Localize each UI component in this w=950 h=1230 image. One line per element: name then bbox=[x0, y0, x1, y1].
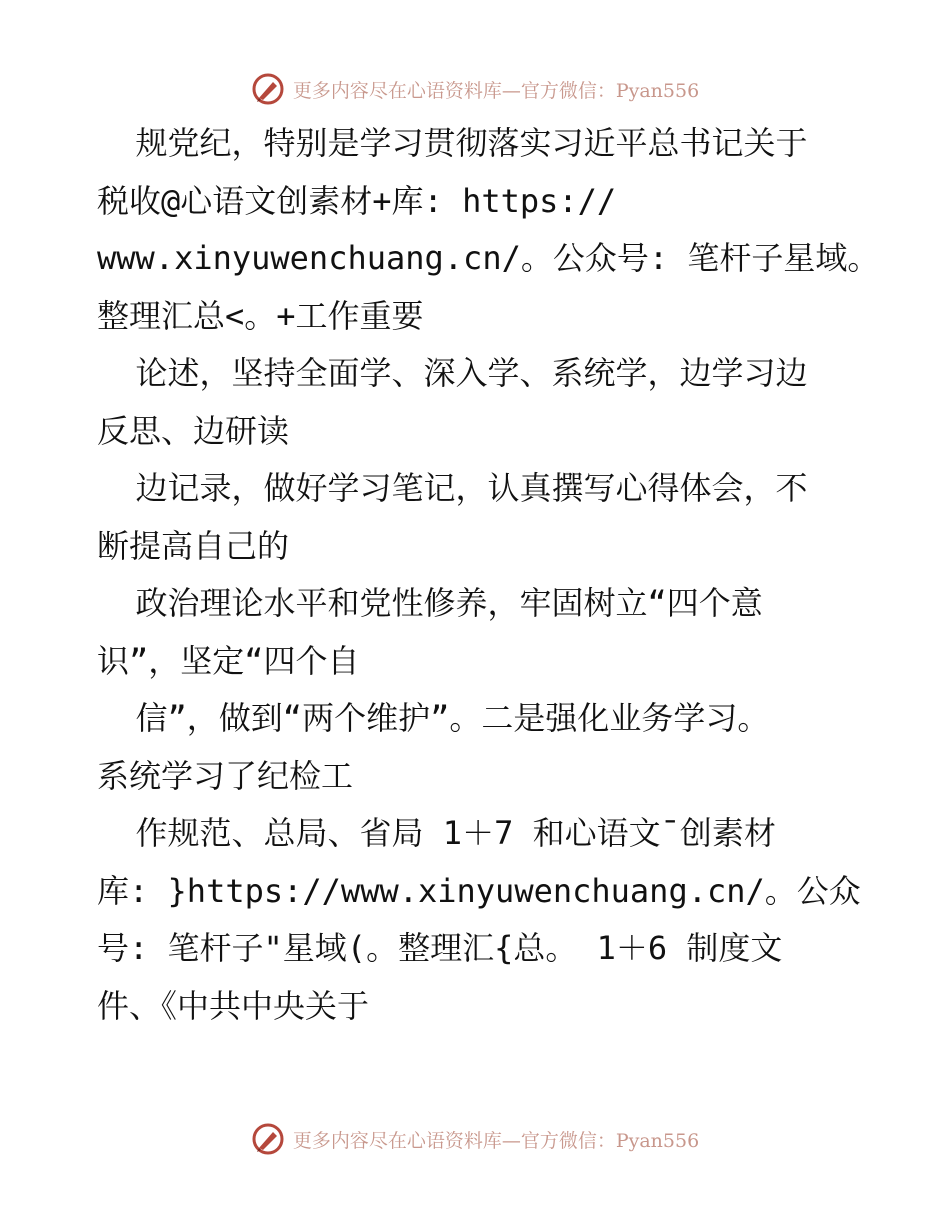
page-footer-watermark bbox=[0, 1122, 950, 1156]
pen-logo-icon bbox=[251, 72, 285, 106]
body-line: 整理汇总<。+工作重要 bbox=[97, 296, 424, 335]
footer-text: 更多内容尽在心语资料库—官方微信：Pyan556 bbox=[292, 1129, 700, 1152]
body-line: 论述，坚持全面学、深入学、系统学，边学习边 bbox=[97, 354, 808, 392]
body-line: 信”，做到“两个维护”。二是强化业务学习。 bbox=[97, 699, 770, 737]
body-line: 系统学习了纪检工 bbox=[97, 756, 354, 795]
header-text: 更多内容尽在心语资料库—官方微信：Pyan556 bbox=[292, 79, 700, 102]
body-line: 反思、边研读 bbox=[97, 411, 290, 450]
body-line: 断提高自己的 bbox=[97, 526, 290, 565]
page-header-watermark bbox=[0, 72, 950, 106]
body-line: 规党纪，特别是学习贯彻落实习近平总书记关于 bbox=[97, 124, 808, 162]
body-line: 边记录，做好学习笔记，认真撰写心得体会，不 bbox=[97, 469, 808, 507]
body-line: 识”，坚定“四个自 bbox=[97, 641, 360, 680]
document-body bbox=[97, 115, 880, 1035]
body-line: 税收@心语文创素材+库: https:// bbox=[97, 181, 617, 220]
body-line: www.xinyuwenchuang.cn/。公众号: 笔杆子星域。 bbox=[97, 239, 880, 277]
pen-logo-icon bbox=[251, 1122, 285, 1156]
body-line: 库: }https://www.xinyuwenchuang.cn/。公众 bbox=[97, 871, 861, 910]
body-line: 号: 笔杆子"星域(。整理汇{总。 1＋6 制度文 bbox=[97, 929, 783, 967]
body-line: 作规范、总局、省局 1＋7 和心语文¯创素材 bbox=[97, 814, 776, 852]
body-line: 件、《中共中央关于 bbox=[97, 986, 370, 1025]
body-line: 政治理论水平和党性修养，牢固树立“四个意 bbox=[97, 584, 763, 622]
